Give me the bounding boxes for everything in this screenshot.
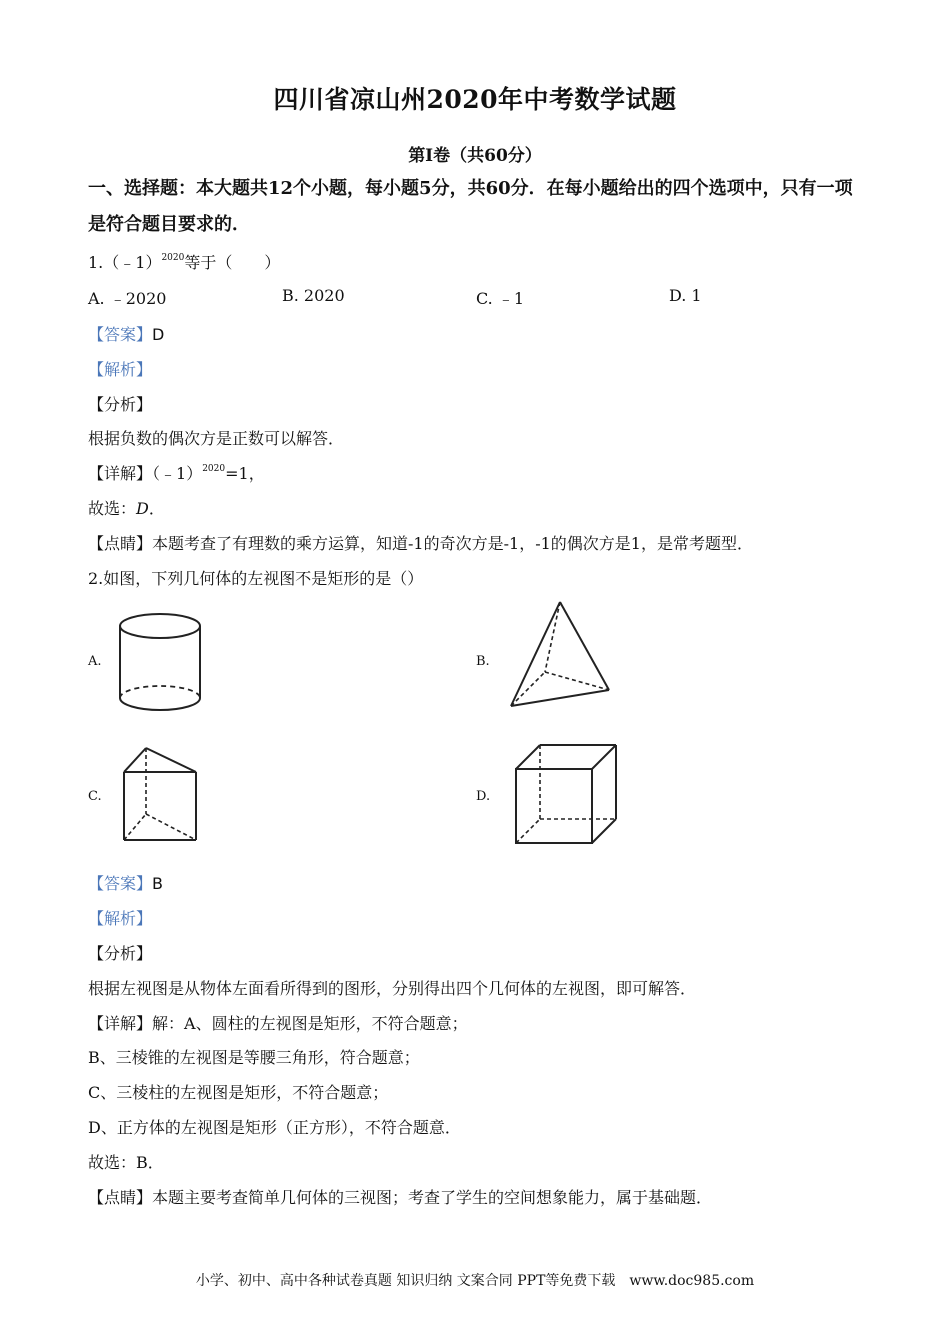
q2-analysis-tag: 【解析】 [88, 909, 153, 928]
q1-analysis-tag: 【解析】 [88, 360, 153, 379]
q1-detail-tag: 【详解】 [88, 464, 153, 483]
q2-comment-tag: 【点睛】 [88, 1188, 153, 1207]
figure-label-b: B. [476, 654, 490, 669]
q2-comment [88, 1185, 712, 1208]
q2-detail-c: C、三棱柱的左视图是矩形，不符合题意； [88, 1083, 389, 1102]
q1-choose-label: 故选： [88, 499, 137, 518]
q1-detail-exponent: 2020 [202, 464, 226, 474]
q1-detail-base: （﹣1） [152, 464, 203, 483]
q2-detail-b: B、三棱锥的左视图是等腰三角形，符合题意； [88, 1048, 420, 1067]
q1-option-d: D. 1 [669, 286, 702, 305]
q1-fenxi: 根据负数的偶次方是正数可以解答． [88, 429, 345, 448]
page-subtitle: 第Ⅰ卷（共60分） [408, 146, 542, 166]
cylinder-figure [118, 612, 204, 714]
q1-comment-text: 本题考查了有理数的乘方运算，知道-1的奇次方是-1，-1的偶次方是1，是常考题型． [152, 534, 753, 553]
q1-stem-tail: 等于（ ） [184, 253, 281, 272]
section-heading: 一、选择题：本大题共12个小题，每小题5分，共60分．在每小题给出的四个选项中，只有一项是符合题目要求的． [88, 178, 853, 235]
q2-answer-value: B [152, 874, 163, 893]
q1-detail [88, 461, 265, 484]
cube-figure [512, 743, 618, 847]
q1-answer-tag: 【答案】 [88, 325, 153, 344]
q1-detail-result: =1， [225, 464, 265, 483]
figure-label-a: A. [88, 654, 102, 669]
q2-detail-a: 解：A、圆柱的左视图是矩形，不符合题意； [152, 1014, 468, 1033]
q2-detail-tag: 【详解】 [88, 1014, 153, 1033]
figure-label-c: C. [88, 789, 102, 804]
q2-comment-text: 本题主要考查简单几何体的三视图；考查了学生的空间想象能力，属于基础题． [152, 1188, 713, 1207]
pyramid-figure [505, 598, 615, 710]
q1-choose [88, 496, 165, 519]
page-footer: 小学、初中、高中各种试卷真题 知识归纳 文案合同 PPT等免费下载 www.doc985.com [195, 1273, 755, 1289]
q1-option-a: A. ﹣2020 [88, 289, 167, 308]
q2-detail [88, 1011, 468, 1034]
q2-fenxi-tag: 【分析】 [88, 944, 153, 963]
q1-stem-exponent: 2020 [161, 253, 185, 263]
q2-answer-tag: 【答案】 [88, 874, 153, 893]
q1-choose-end: ． [148, 499, 165, 518]
figure-label-d: D. [476, 789, 491, 804]
q2-choose: 故选：B． [88, 1153, 164, 1172]
prism-figure [120, 744, 200, 844]
q2-answer [88, 871, 163, 894]
q1-option-b: B. 2020 [282, 286, 345, 305]
q1-fenxi-tag: 【分析】 [88, 395, 153, 414]
q1-answer-value: D [152, 325, 165, 344]
q1-stem-base: 1.（﹣1） [88, 253, 162, 272]
q1-choose-value: D [136, 499, 149, 518]
page-title: 四川省凉山州2020年中考数学试题 [273, 85, 677, 114]
q2-stem: 2.如图，下列几何体的左视图不是矩形的是（） [88, 569, 424, 588]
q1-answer [88, 322, 164, 345]
q1-comment-tag: 【点睛】 [88, 534, 153, 553]
q1-comment [88, 531, 753, 554]
q2-fenxi: 根据左视图是从物体左面看所得到的图形，分别得出四个几何体的左视图，即可解答． [88, 979, 697, 998]
q2-detail-d: D、正方体的左视图是矩形（正方形），不符合题意． [88, 1118, 461, 1137]
q1-stem [88, 250, 280, 273]
q1-option-c: C. ﹣1 [476, 289, 525, 308]
